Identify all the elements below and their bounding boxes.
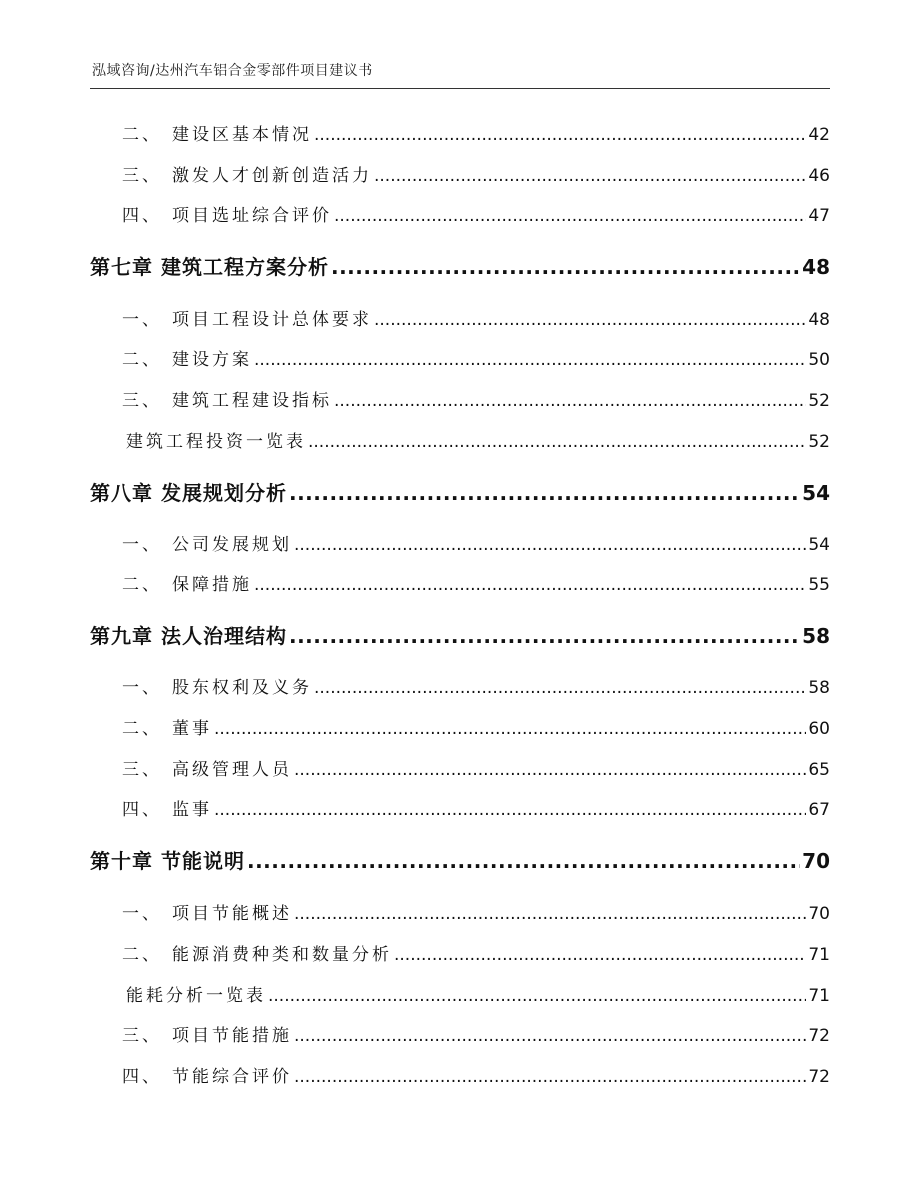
toc-entry-number: 三、 <box>122 760 162 780</box>
dot-leader <box>308 429 806 455</box>
toc-entry-title: 建筑工程建设指标 <box>172 391 332 411</box>
toc-entry-page: 58 <box>808 678 830 698</box>
toc-entry-title: 项目节能概述 <box>172 904 292 924</box>
toc-entry-page: 71 <box>808 986 830 1006</box>
toc-entry-number: 一、 <box>122 904 162 924</box>
toc-entry-title: 建设区基本情况 <box>172 125 312 145</box>
toc-chapter-page: 70 <box>802 849 830 873</box>
toc-entry[interactable] <box>122 307 830 333</box>
toc-entry-number: 一、 <box>122 310 162 330</box>
dot-leader <box>268 983 806 1009</box>
toc-entry-page: 70 <box>808 904 830 924</box>
dot-leader <box>294 1064 806 1090</box>
dot-leader <box>294 532 806 558</box>
dot-leader <box>334 388 806 414</box>
toc-entry-title: 股东权利及义务 <box>172 678 312 698</box>
toc-entry-title: 保障措施 <box>172 575 252 595</box>
toc-entry-number: 一、 <box>122 535 162 555</box>
toc-entry-number: 三、 <box>122 166 162 186</box>
toc-entry-number: 二、 <box>122 125 162 145</box>
toc-entry[interactable] <box>122 1023 830 1049</box>
toc-chapter-page: 48 <box>802 255 830 279</box>
toc-entry-number: 二、 <box>122 719 162 739</box>
toc-chapter[interactable] <box>90 623 830 649</box>
toc-entry-page: 72 <box>808 1026 830 1046</box>
toc-entry[interactable] <box>122 797 830 823</box>
toc-chapter-title: 第八章 发展规划分析 <box>90 481 287 505</box>
toc-entry[interactable] <box>122 716 830 742</box>
toc-entry-title: 高级管理人员 <box>172 760 292 780</box>
dot-leader <box>289 480 800 506</box>
toc-entry-page: 72 <box>808 1067 830 1087</box>
toc-entry-page: 65 <box>808 760 830 780</box>
toc-chapter-page: 58 <box>802 624 830 648</box>
toc-entry[interactable] <box>126 983 830 1009</box>
toc-entry-number: 二、 <box>122 945 162 965</box>
toc-entry-number: 二、 <box>122 350 162 370</box>
toc-entry-title: 建设方案 <box>172 350 252 370</box>
toc-chapter-page: 54 <box>802 481 830 505</box>
dot-leader <box>374 307 806 333</box>
toc-entry[interactable] <box>122 675 830 701</box>
toc-entry-title: 项目选址综合评价 <box>172 206 332 226</box>
header-divider <box>90 88 830 89</box>
toc-entry-number: 三、 <box>122 1026 162 1046</box>
toc-entry-title: 监事 <box>172 800 212 820</box>
toc-entry[interactable] <box>122 572 830 598</box>
toc-entry-title: 项目节能措施 <box>172 1026 292 1046</box>
toc-chapter-title: 第九章 法人治理结构 <box>90 624 287 648</box>
toc-entry-title: 能源消费种类和数量分析 <box>172 945 392 965</box>
toc-entry-title: 建筑工程投资一览表 <box>126 432 306 452</box>
toc-entry-number: 四、 <box>122 800 162 820</box>
dot-leader <box>294 901 806 927</box>
running-header: 泓域咨询/达州汽车铝合金零部件项目建议书 <box>92 63 373 79</box>
toc-chapter-title: 第七章 建筑工程方案分析 <box>90 255 329 279</box>
toc-chapter-title: 第十章 节能说明 <box>90 849 245 873</box>
toc-entry-page: 48 <box>808 310 830 330</box>
toc-entry-title: 能耗分析一览表 <box>126 986 266 1006</box>
dot-leader <box>247 848 800 874</box>
toc-entry-title: 节能综合评价 <box>172 1067 292 1087</box>
toc-entry-number: 一、 <box>122 678 162 698</box>
dot-leader <box>374 163 806 189</box>
toc-chapter[interactable] <box>90 848 830 874</box>
dot-leader <box>294 757 806 783</box>
dot-leader <box>314 675 806 701</box>
toc-entry-page: 47 <box>808 206 830 226</box>
dot-leader <box>294 1023 806 1049</box>
toc-entry-number: 三、 <box>122 391 162 411</box>
toc-entry-number: 二、 <box>122 575 162 595</box>
toc-entry[interactable] <box>122 347 830 373</box>
toc-chapter[interactable] <box>90 480 830 506</box>
toc-entry[interactable] <box>122 757 830 783</box>
toc-entry-page: 42 <box>808 125 830 145</box>
toc-entry[interactable] <box>122 203 830 229</box>
toc-entry-page: 67 <box>808 800 830 820</box>
toc-entry-page: 60 <box>808 719 830 739</box>
toc-entry-page: 52 <box>808 391 830 411</box>
toc-entry-page: 46 <box>808 166 830 186</box>
toc-entry[interactable] <box>122 901 830 927</box>
toc-entry-title: 董事 <box>172 719 212 739</box>
toc-entry[interactable] <box>126 429 830 455</box>
toc-entry-title: 公司发展规划 <box>172 535 292 555</box>
toc-entry[interactable] <box>122 122 830 148</box>
toc-entry-page: 50 <box>808 350 830 370</box>
dot-leader <box>214 716 806 742</box>
toc-entry-page: 71 <box>808 945 830 965</box>
toc-entry-page: 52 <box>808 432 830 452</box>
toc-entry-title: 激发人才创新创造活力 <box>172 166 372 186</box>
dot-leader <box>331 254 800 280</box>
dot-leader <box>254 347 806 373</box>
toc-entry[interactable] <box>122 388 830 414</box>
dot-leader <box>394 942 806 968</box>
toc-entry[interactable] <box>122 163 830 189</box>
toc-entry[interactable] <box>122 1064 830 1090</box>
dot-leader <box>314 122 806 148</box>
dot-leader <box>254 572 806 598</box>
toc-entry[interactable] <box>122 532 830 558</box>
toc-entry-page: 55 <box>808 575 830 595</box>
toc-entry-title: 项目工程设计总体要求 <box>172 310 372 330</box>
dot-leader <box>289 623 800 649</box>
toc-entry-number: 四、 <box>122 206 162 226</box>
dot-leader <box>214 797 806 823</box>
dot-leader <box>334 203 806 229</box>
toc-entry-number: 四、 <box>122 1067 162 1087</box>
toc-entry-page: 54 <box>808 535 830 555</box>
toc-entry[interactable] <box>122 942 830 968</box>
toc-chapter[interactable] <box>90 254 830 280</box>
